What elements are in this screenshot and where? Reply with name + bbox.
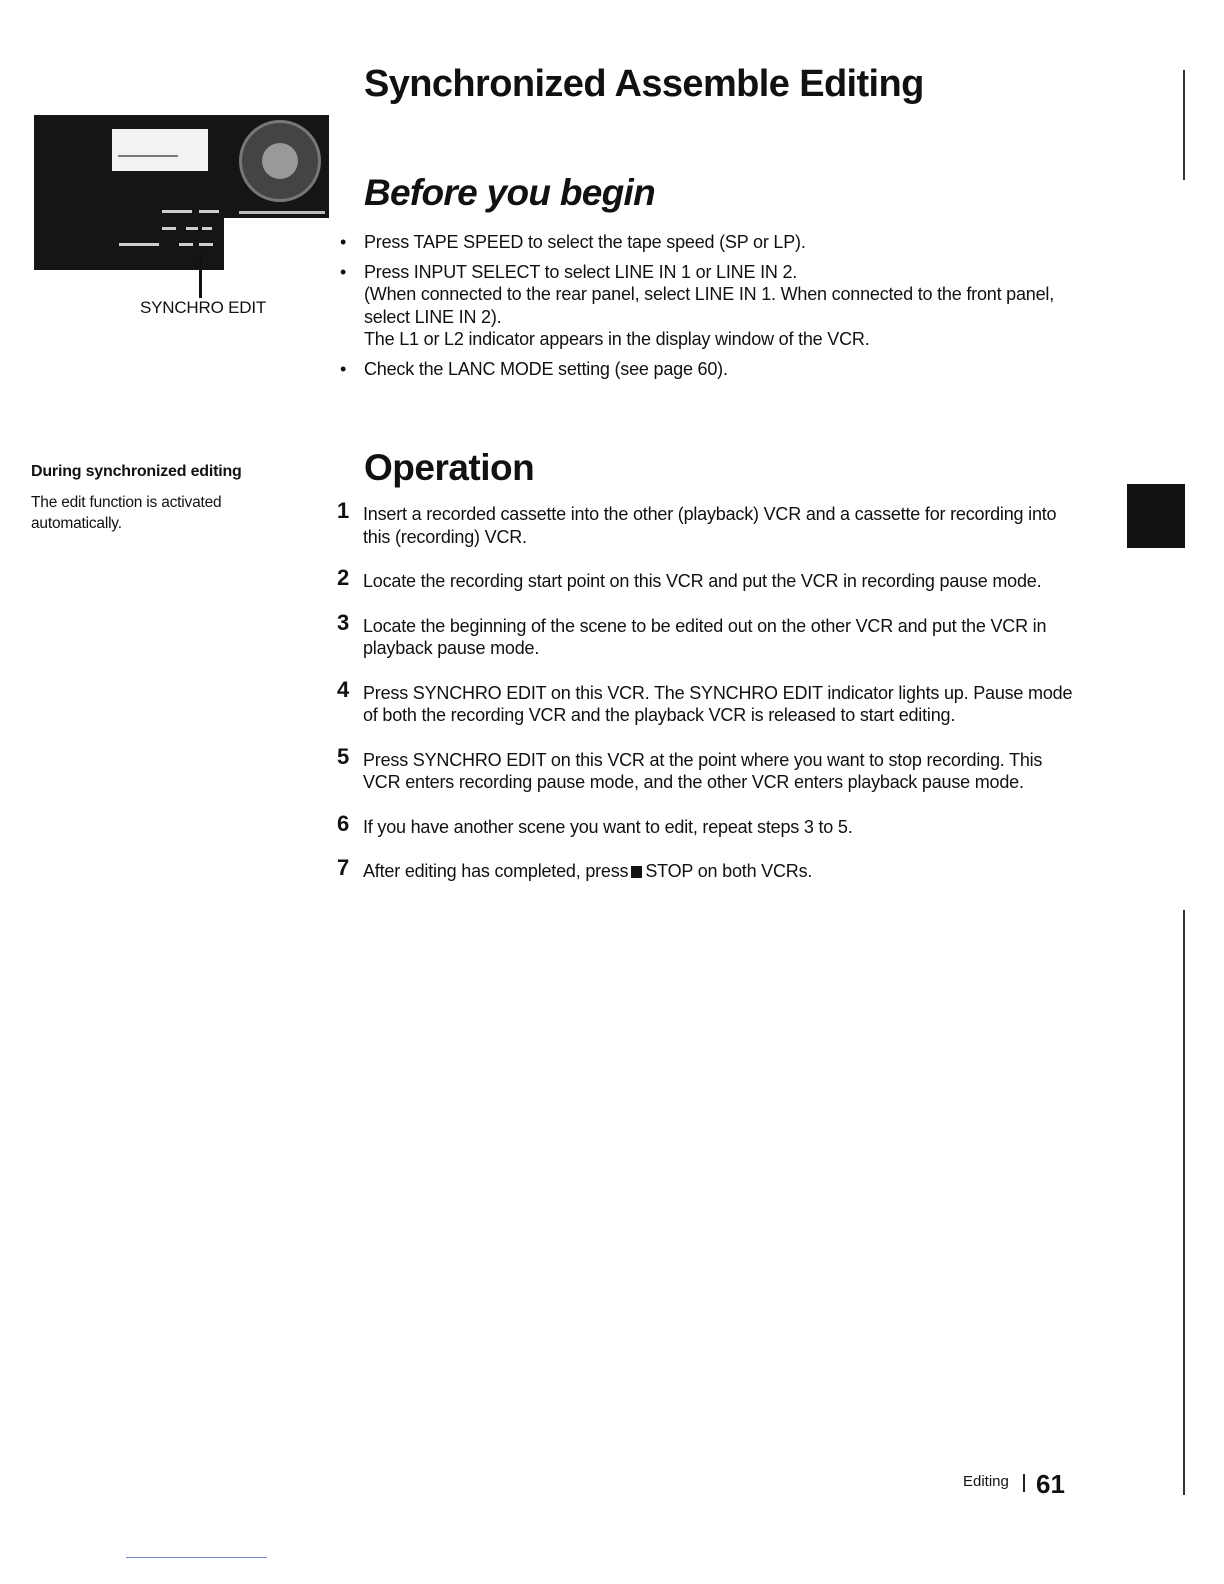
step-text: Press SYNCHRO EDIT on this VCR. The SYNCHRO EDIT indicator lights up. Pause mode of both the recording VCR and the playback VCR is released to start editing. — [363, 682, 1073, 725]
stop-icon — [631, 866, 642, 878]
before-you-begin-list — [340, 231, 1080, 387]
step-number: 1 — [337, 498, 350, 523]
step-number: 3 — [337, 609, 350, 635]
step-number: 5 — [337, 743, 350, 769]
bullet-note: The L1 or L2 indicator appears in the display window of the VCR. — [364, 329, 870, 349]
step-number: 4 — [337, 676, 350, 702]
step-text: STOP on both VCRs. — [645, 861, 813, 881]
step-text: Press SYNCHRO EDIT on this VCR at the point where you want to stop recording. This VCR enters recording pause mode, and the other VCR enters playback pause mode. — [363, 749, 1043, 792]
operation-heading: Operation — [364, 447, 535, 488]
before-you-begin-heading: Before you begin — [364, 172, 655, 213]
page-number: 61 — [1036, 1469, 1065, 1499]
step-text: Locate the recording start point on this VCR and put the VCR in recording pause mode. — [363, 571, 1042, 591]
step-number: 7 — [337, 855, 350, 880]
step-text: If you have another scene you want to edit, repeat steps 3 to 5. — [363, 816, 853, 837]
bottom-rule — [126, 1557, 267, 1558]
list-item: • Check the LANC MODE setting (see page 60). — [340, 358, 728, 379]
synchro-edit-callout-label: SYNCHRO EDIT — [140, 298, 267, 317]
list-item: • Press INPUT SELECT to select LINE IN 1 or LINE IN 2. (When connected to the rear panel, select LINE IN 1. When connected to the front panel, select LINE IN 2). The L1 or L2 indicator appears in the display window of the VCR. — [340, 261, 1055, 349]
step-item — [337, 565, 1082, 593]
side-note-title: During synchronized editing — [31, 463, 242, 480]
step-item — [337, 855, 1082, 883]
page-title: Synchronized Assemble Editing — [364, 63, 924, 105]
step-text: Insert a recorded cassette into the other (playback) VCR and a cassette for recording into this (recording) VCR. — [363, 504, 1057, 547]
step-text: Locate the beginning of the scene to be edited out on the other VCR and put the VCR in playback pause mode. — [363, 615, 1047, 658]
margin-rule — [1183, 70, 1185, 180]
step-item — [337, 609, 1082, 660]
vcr-front-panel-illustration — [34, 115, 329, 270]
footer-divider — [1023, 1474, 1025, 1492]
step-item — [337, 498, 1082, 548]
step-item — [337, 810, 1082, 839]
margin-rule — [1183, 910, 1185, 1495]
step-item — [337, 743, 1082, 794]
callout-line — [199, 252, 202, 298]
step-number: 6 — [337, 810, 350, 836]
step-text: After editing has completed, press — [363, 861, 629, 881]
footer-section-name: Editing — [963, 1473, 1009, 1490]
bullet-icon: • — [340, 358, 347, 379]
step-number: 2 — [337, 565, 350, 590]
jog-dial-icon — [239, 120, 321, 202]
side-note-body: The edit function is activated automatically. — [31, 494, 222, 532]
bullet-icon: • — [340, 232, 347, 252]
list-item: • Press TAPE SPEED to select the tape speed (SP or LP). — [340, 232, 806, 252]
bullet-icon: • — [340, 261, 347, 282]
section-thumb-tab — [1127, 484, 1185, 548]
step-item — [337, 676, 1082, 727]
bullet-note: (When connected to the rear panel, select LINE IN 1. When connected to the front panel, select LINE IN 2). — [364, 284, 1055, 327]
display-window — [112, 129, 208, 171]
operation-steps — [337, 498, 1082, 905]
